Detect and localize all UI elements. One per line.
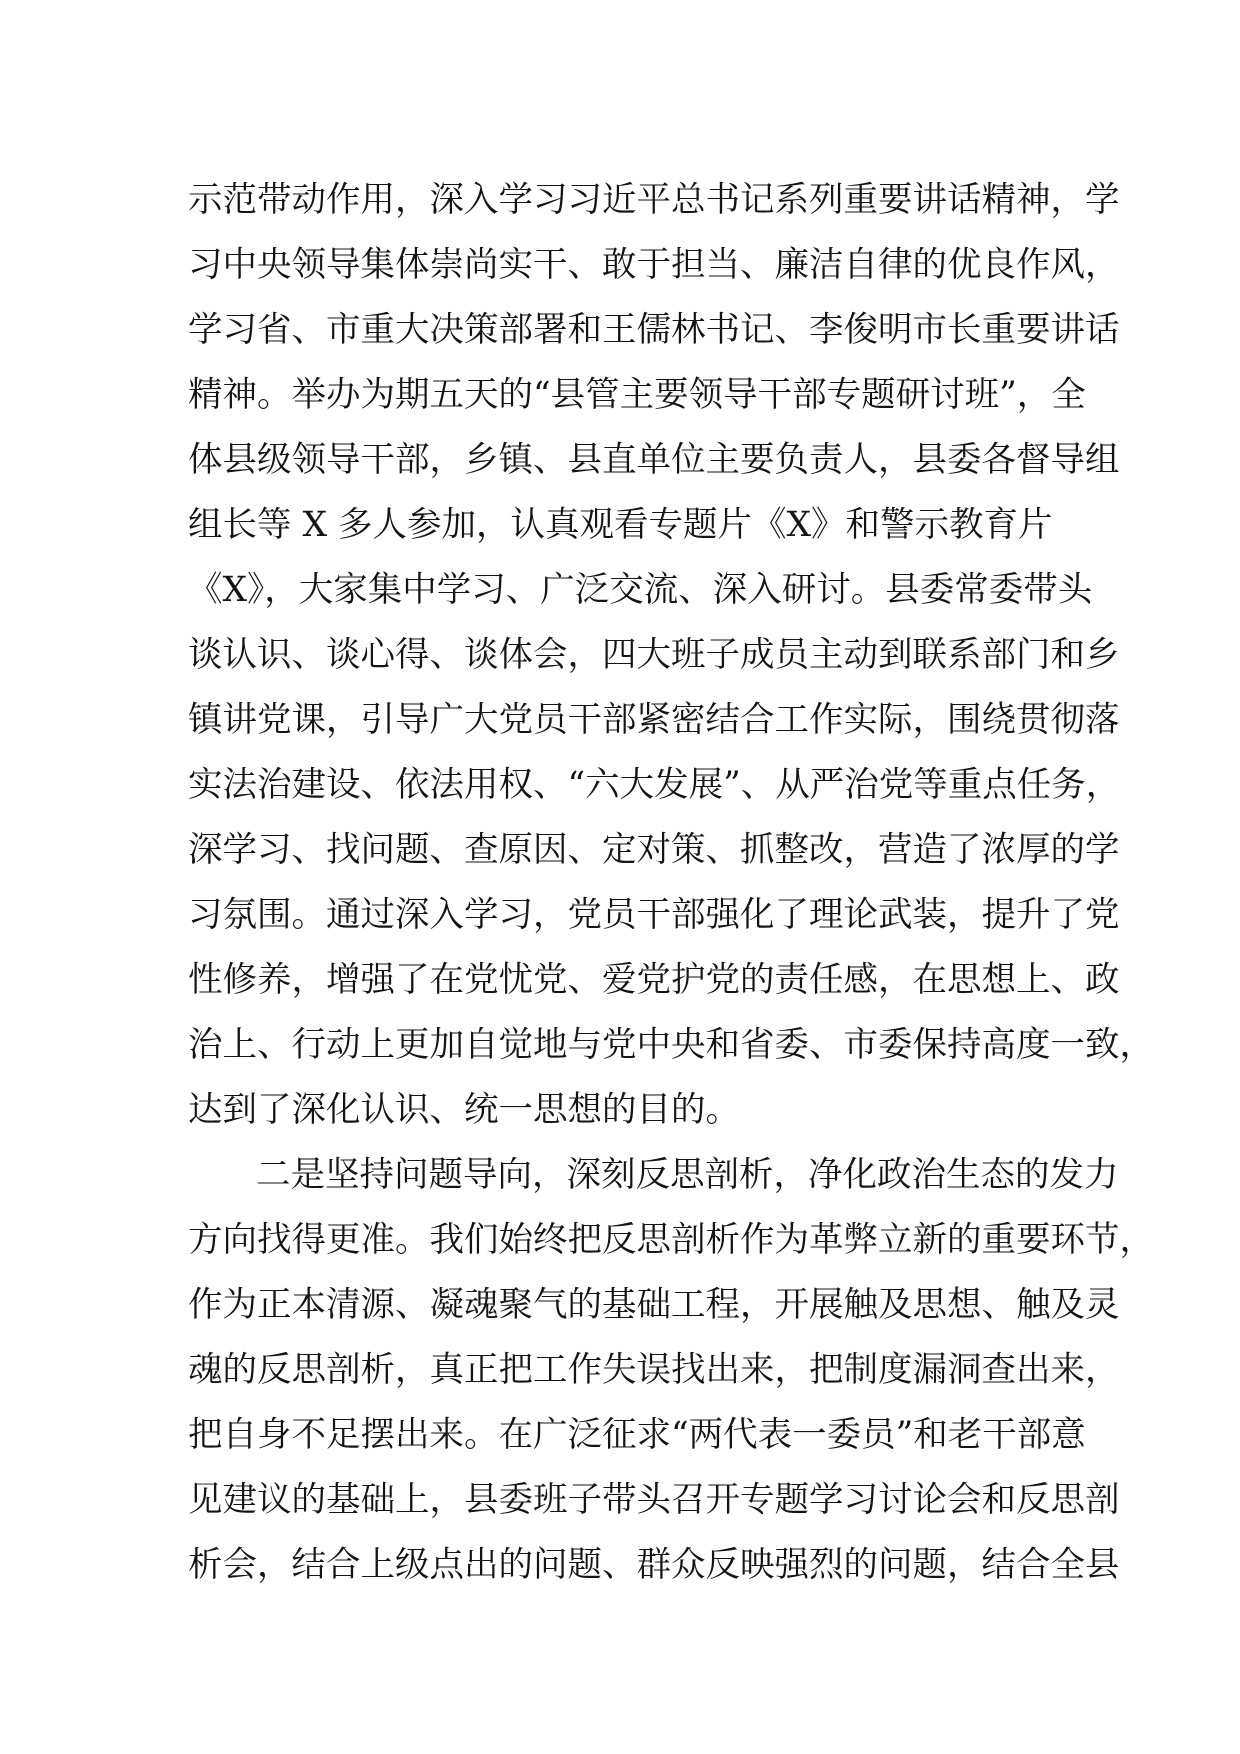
text-line: 学习省、市重大决策部署和王儒林书记、李俊明市长重要讲话: [188, 310, 1120, 350]
text-line: 作为正本清源、凝魂聚气的基础工程，开展触及思想、触及灵: [188, 1285, 1120, 1325]
text-line: 精神。举办为期五天的“县管主要领导干部专题研讨班”，全: [188, 375, 1086, 415]
text-line: 深学习、找问题、查原因、定对策、抓整改，营造了浓厚的学: [188, 830, 1120, 870]
text-line: 镇讲党课，引导广大党员干部紧密结合工作实际，围绕贯彻落: [188, 700, 1120, 740]
text-line: 体县级领导干部，乡镇、县直单位主要负责人，县委各督导组: [188, 440, 1120, 480]
text-line: 谈认识、谈心得、谈体会，四大班子成员主动到联系部门和乡: [188, 635, 1120, 675]
text-line: 方向找得更准。我们始终把反思剖析作为革弊立新的重要环节，: [188, 1220, 1154, 1260]
text-line: 把自身不足摆出来。在广泛征求“两代表一委员”和老干部意: [188, 1415, 1086, 1455]
text-line: 习中央领导集体崇尚实干、敢于担当、廉洁自律的优良作风，: [188, 245, 1120, 285]
text-line: 《X》，大家集中学习、广泛交流、深入研讨。县委常委带头: [188, 570, 1093, 610]
text-line: 组长等 X 多人参加，认真观看专题片《X》和警示教育片: [188, 505, 1053, 545]
text-line: 见建议的基础上，县委班子带头召开专题学习讨论会和反思剖: [188, 1480, 1120, 1520]
text-line: 魂的反思剖析，真正把工作失误找出来，把制度漏洞查出来，: [188, 1350, 1120, 1390]
text-line: 治上、行动上更加自觉地与党中央和省委、市委保持高度一致，: [188, 1025, 1154, 1065]
text-line: 达到了深化认识、统一思想的目的。: [188, 1090, 740, 1130]
text-line: 实法治建设、依法用权、“六大发展”、从严治党等重点任务，: [188, 765, 1121, 805]
paragraph-start-line: 二是坚持问题导向，深刻反思剖析，净化政治生态的发力: [256, 1155, 1119, 1195]
text-line: 习氛围。通过深入学习，党员干部强化了理论武装，提升了党: [188, 895, 1120, 935]
text-line: 示范带动作用，深入学习习近平总书记系列重要讲话精神，学: [188, 180, 1120, 220]
body-text: [188, 168, 1154, 1598]
text-line: 析会，结合上级点出的问题、群众反映强烈的问题，结合全县: [188, 1545, 1120, 1585]
text-line: 性修养，增强了在党忧党、爱党护党的责任感，在思想上、政: [188, 960, 1120, 1000]
